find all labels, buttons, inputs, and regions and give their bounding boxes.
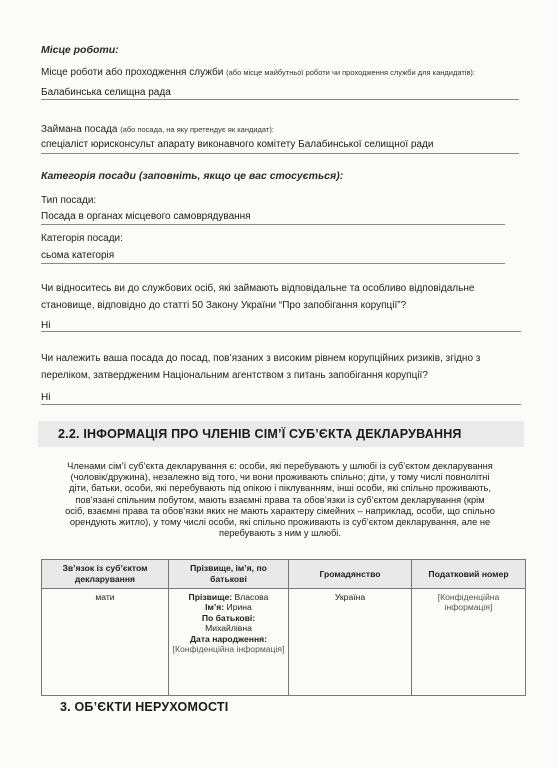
- family-members-table: [41, 559, 526, 696]
- position-type-value: Посада в органах місцевого самоврядування: [41, 211, 251, 222]
- patronymic-value: Михайлівна: [205, 623, 252, 634]
- question-senior-official: [41, 281, 474, 314]
- header-citizenship: Громадянство: [289, 560, 412, 589]
- question-corruption-risk: [41, 351, 480, 384]
- cell-relation: мати: [42, 589, 169, 696]
- answer-corruption-risk-underline: [41, 404, 521, 405]
- family-definition-paragraph: [50, 461, 510, 539]
- work-place-note: (або місце майбутньої роботи чи проходження служби для кандидатів):: [226, 68, 476, 77]
- position-category-label: Категорія посади:: [41, 233, 123, 244]
- position-category-underline: [41, 263, 505, 264]
- work-place-underline: [41, 99, 519, 100]
- family-definition-line: осіб, взаємні права та обов’язки яких не мають характеру сімейних – наприклад, особи, що спільно: [65, 505, 495, 516]
- header-full-name: Прізвище, ім’я, по батькові: [169, 560, 289, 589]
- family-definition-line: діти, батьки, особи, які перебувають під опікою і піклуванням, інші особи, які спільно проживають,: [69, 483, 491, 494]
- dob-value: [Конфіденційна інформація]: [172, 644, 285, 655]
- work-place-label-text: Місце роботи або проходження служби: [41, 67, 224, 78]
- cell-tax-number: [Конфіденційна інформація]: [412, 589, 526, 696]
- surname-label: Прізвище:: [188, 592, 233, 602]
- family-definition-line: орендують житло), у тому числі особи, які спільно проживають із суб’єктом декларування, але не: [69, 517, 491, 528]
- table-header-row: [42, 560, 526, 589]
- category-section-title: Категорія посади (заповніть, якщо це вас стосується):: [41, 170, 344, 182]
- question-corruption-risk-line1: Чи належить ваша посада до посад, пов’язаних з високим рівнем корупційних ризиків, згідно з: [41, 353, 481, 364]
- realty-section-heading: 3. ОБ’ЄКТИ НЕРУХОМОСТІ: [60, 700, 229, 714]
- family-section-heading: 2.2. ІНФОРМАЦІЯ ПРО ЧЛЕНІВ СІМ’Ї СУБ’ЄКТА ДЕКЛАРУВАННЯ: [58, 427, 462, 441]
- position-underline: [41, 153, 519, 154]
- name-label: Ім’я:: [205, 602, 225, 613]
- answer-senior-official-underline: [41, 331, 521, 332]
- name-value: Ирина: [226, 602, 252, 613]
- position-category-value: сьома категорія: [41, 250, 115, 261]
- work-place-label: [41, 67, 475, 78]
- answer-senior-official: Ні: [41, 320, 51, 331]
- table-row: [42, 589, 526, 696]
- answer-corruption-risk: Ні: [41, 392, 51, 403]
- position-note: (або посада, на яку претендує як кандидат):: [120, 125, 274, 134]
- header-relation: Зв’язок із суб’єктом декларування: [42, 560, 169, 589]
- position-value: спеціаліст юрисконсульт апарату виконавчого комітету Балабинської селищної ради: [41, 139, 434, 150]
- surname-value: Власова: [234, 592, 269, 602]
- question-senior-official-line1: Чи відноситесь ви до службових осіб, які займають відповідальне та особливо відповідальне: [41, 283, 475, 294]
- patronymic-label: По батькові:: [201, 612, 256, 623]
- family-definition-line: Членами сім’ї суб’єкта декларування є: особи, які перебувають у шлюбі із суб’єктом декларування: [67, 461, 493, 471]
- family-definition-line: (чоловік/дружина), незалежно від того, чи вони проживають спільно; діти, у тому числі повнолітні: [70, 472, 490, 483]
- header-tax-number: Податковий номер: [412, 560, 526, 589]
- work-section-title: Місце роботи:: [41, 44, 119, 56]
- question-corruption-risk-line2: переліком, затвердженим Національним агентством з питань запобігання корупції?: [41, 369, 428, 381]
- dob-label: Дата народження:: [189, 633, 268, 644]
- position-label: [41, 124, 274, 135]
- position-label-text: Займана посада: [41, 124, 118, 135]
- position-type-label: Тип посади:: [41, 195, 97, 206]
- question-senior-official-line2: становище, відповідно до статті 50 Закону України “Про запобігання корупції”?: [41, 299, 407, 311]
- work-place-value: Балабинська селищна рада: [41, 87, 171, 98]
- family-definition-line: пов’язані спільним побутом, мають взаємні права та обов’язки із суб’єктом декларування (крім: [75, 494, 485, 505]
- cell-citizenship: Україна: [289, 589, 412, 696]
- position-type-underline: [41, 224, 505, 225]
- cell-full-name: [169, 589, 289, 696]
- family-definition-line: перебувають з ним у шлюбі.: [219, 528, 341, 539]
